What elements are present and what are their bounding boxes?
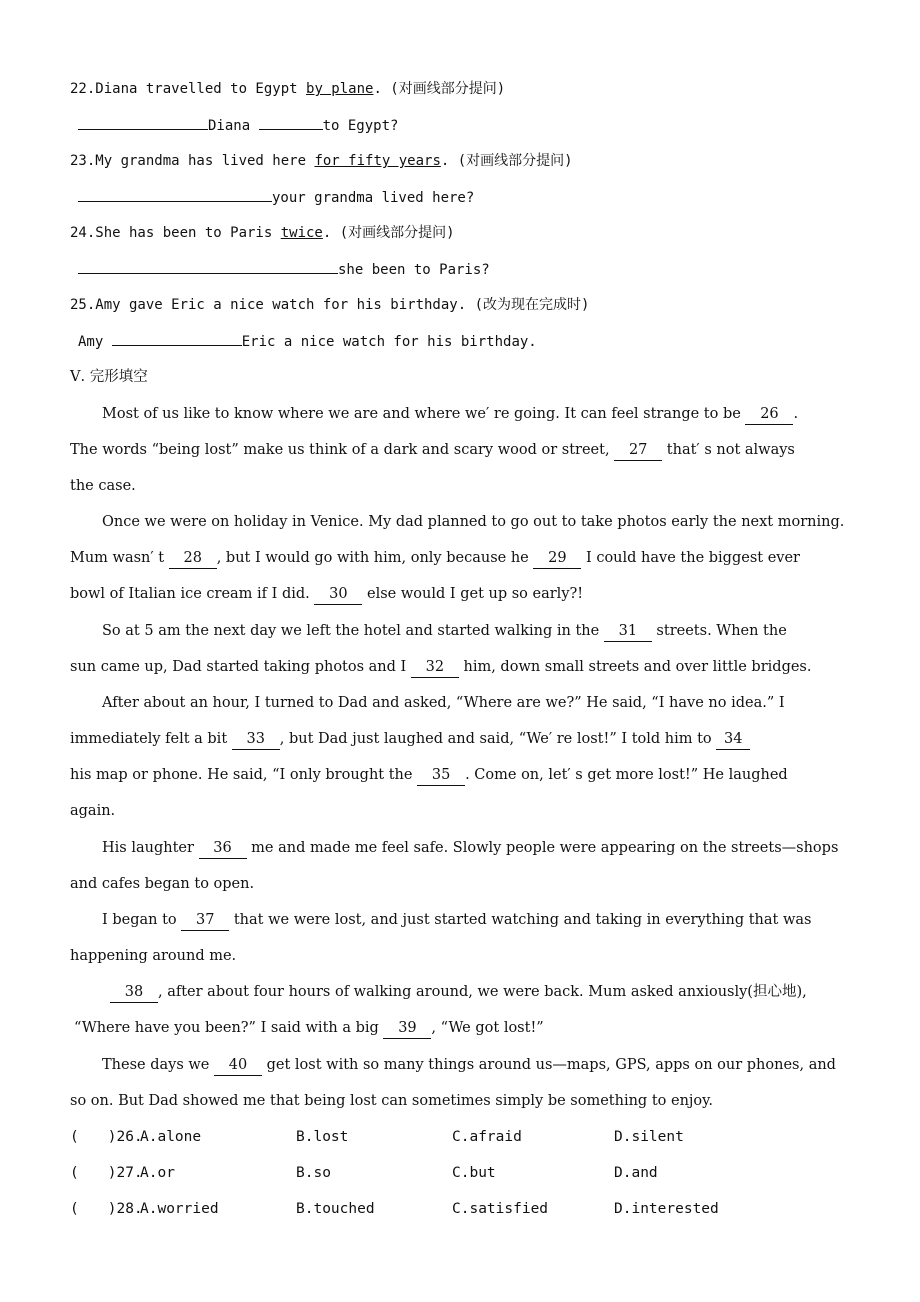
blank-37[interactable]: 37 [181, 910, 229, 931]
option-d[interactable]: D.interested [614, 1201, 719, 1217]
answer-blank[interactable] [78, 187, 272, 202]
answer-blank[interactable] [112, 331, 242, 346]
option-a[interactable]: A.worried [140, 1201, 219, 1217]
blank-27[interactable]: 27 [614, 440, 662, 461]
passage-line: Most of us like to know where we are and where we′ re going. It can feel strange to be 26 . [102, 404, 850, 425]
underlined-phrase: for fifty years [314, 153, 441, 169]
blank-39[interactable]: 39 [383, 1018, 431, 1039]
passage-line: Mum wasn′ t 28 , but I would go with him, only because he 29 I could have the biggest ever [70, 548, 850, 569]
passage-line: The words “being lost” make us think of a dark and scary wood or street, 27 that′ s not always [70, 440, 850, 461]
blank-33[interactable]: 33 [232, 729, 280, 750]
passage-line: 38 , after about four hours of walking around, we were back. Mum asked anxiously(担心地), [110, 982, 850, 1003]
underlined-phrase: twice [280, 225, 323, 241]
blank-38[interactable]: 38 [110, 982, 158, 1003]
blank-32[interactable]: 32 [411, 657, 459, 678]
passage-line: so on. But Dad showed me that being lost can sometimes simply be something to enjoy. [70, 1093, 714, 1109]
underlined-phrase: by plane [306, 81, 374, 97]
question-number[interactable]: ( )26. [70, 1129, 143, 1145]
question-24: 24.She has been to Paris twice. (对画线部分提问) [70, 225, 455, 241]
option-b[interactable]: B.touched [296, 1201, 375, 1217]
blank-31[interactable]: 31 [604, 621, 652, 642]
passage-line: happening around me. [70, 948, 237, 964]
blank-29[interactable]: 29 [533, 548, 581, 569]
blank-40[interactable]: 40 [214, 1055, 262, 1076]
option-b[interactable]: B.so [296, 1165, 331, 1181]
option-a[interactable]: A.alone [140, 1129, 202, 1145]
option-d[interactable]: D.silent [614, 1129, 684, 1145]
passage-line: again. [70, 803, 116, 819]
answer-22: Diana to Egypt? [78, 115, 850, 136]
answer-blank[interactable] [259, 115, 323, 130]
passage-line: Once we were on holiday in Venice. My dad planned to go out to take photos early the next morning. [102, 514, 845, 530]
option-d[interactable]: D.and [614, 1165, 658, 1181]
blank-28[interactable]: 28 [169, 548, 217, 569]
answer-blank[interactable] [78, 259, 338, 274]
blank-34[interactable]: 34 [716, 729, 750, 750]
question-22: 22.Diana travelled to Egypt by plane. (对画线部分提问) [70, 81, 506, 97]
passage-line: sun came up, Dad started taking photos and I 32 him, down small streets and over little bridges. [70, 657, 850, 678]
option-c[interactable]: C.but [452, 1165, 496, 1181]
passage-line: “Where have you been?” I said with a big 39 , “We got lost!” [74, 1018, 850, 1039]
question-25: 25.Amy gave Eric a nice watch for his birthday. (改为现在完成时) [70, 297, 590, 313]
blank-36[interactable]: 36 [199, 838, 247, 859]
passage-line: His laughter 36 me and made me feel safe. Slowly people were appearing on the streets—shops [102, 838, 850, 859]
passage-line: bowl of Italian ice cream if I did. 30 else would I get up so early?! [70, 584, 850, 605]
answer-23: your grandma lived here? [78, 187, 850, 208]
option-b[interactable]: B.lost [296, 1129, 349, 1145]
passage-line: After about an hour, I turned to Dad and asked, “Where are we?” He said, “I have no idea.” I [102, 695, 785, 711]
answer-blank[interactable] [78, 115, 208, 130]
passage-line: I began to 37 that we were lost, and just started watching and taking in everything that was [102, 910, 850, 931]
passage-line: These days we 40 get lost with so many things around us—maps, GPS, apps on our phones, and [102, 1055, 850, 1076]
blank-30[interactable]: 30 [314, 584, 362, 605]
option-c[interactable]: C.satisfied [452, 1201, 549, 1217]
section-title: Ⅴ. 完形填空 [70, 369, 148, 385]
passage-line: the case. [70, 478, 136, 494]
blank-26[interactable]: 26 [745, 404, 793, 425]
passage-line: and cafes began to open. [70, 876, 255, 892]
blank-35[interactable]: 35 [417, 765, 465, 786]
passage-line: his map or phone. He said, “I only brought the 35 . Come on, let′ s get more lost!” He laughed [70, 765, 850, 786]
passage-line: So at 5 am the next day we left the hotel and started walking in the 31 streets. When the [102, 621, 850, 642]
option-c[interactable]: C.afraid [452, 1129, 522, 1145]
answer-24: she been to Paris? [78, 259, 850, 280]
option-a[interactable]: A.or [140, 1165, 175, 1181]
question-number[interactable]: ( )27. [70, 1165, 143, 1181]
answer-25: Amy Eric a nice watch for his birthday. [78, 331, 850, 352]
question-23: 23.My grandma has lived here for fifty years. (对画线部分提问) [70, 153, 573, 169]
passage-line: immediately felt a bit 33 , but Dad just laughed and said, “We′ re lost!” I told him to 34 [70, 729, 850, 750]
question-number[interactable]: ( )28. [70, 1201, 143, 1217]
